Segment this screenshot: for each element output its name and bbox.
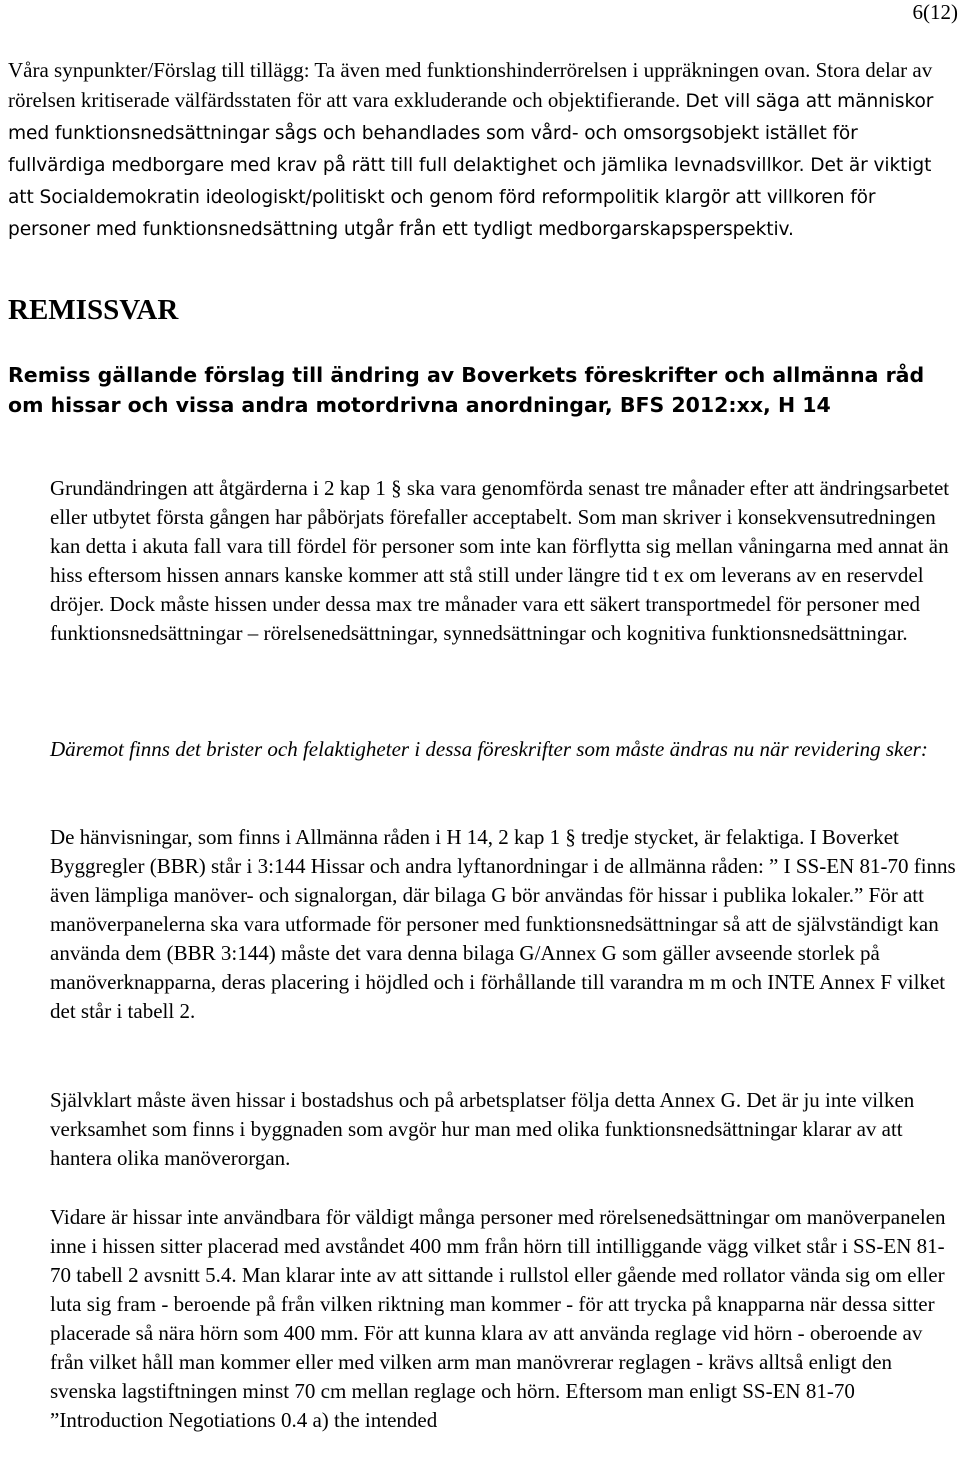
intro-text-sans: Det vill säga att människor med funktionsnedsättningar sågs och behandlades som vård- och omsorgsobjekt istället för fullvärdiga medborgare med krav på rätt till full delaktighet och jämlika levnadsvillkor. Det är viktigt att Socialdemokratin ideologiskt/politiskt och genom förd reformpolitik klargör att villkoren för personer med funktionsnedsättning utgår från ett tydligt medborgarskapsperspektiv. — [8, 91, 934, 240]
intro-paragraph — [8, 55, 956, 245]
page-number: 6(12) — [912, 0, 958, 24]
body-paragraph-1: Grundändringen att åtgärderna i 2 kap 1 § ska vara genomförda senast tre månader efter att ändringsarbetet eller utbytet första gången har påbörjats förefaller acceptabelt. Som man skriver i konsekvensutredningen kan detta i akuta fall vara till fördel för personer som inte kan förflytta sig mellan våningarna med annat än hiss eftersom hissen annars kanske kommer att stå still under längre tid t ex om leverans av en reservdel dröjer. Dock måste hissen under dessa max tre månader vara ett säkert transportmedel för personer med funktionsnedsättningar – rörelsenedsättningar, synnedsättningar och kognitiva funktionsnedsättningar. — [50, 476, 950, 645]
section-subheading: Remiss gällande förslag till ändring av Boverkets föreskrifter och allmänna råd om hissar och vissa andra motordrivna anordningar, BFS 2012:xx, H 14 — [8, 363, 925, 417]
body-paragraph-2: De hänvisningar, som finns i Allmänna råden i H 14, 2 kap 1 § tredje stycket, är felaktiga. I Boverket Byggregler (BBR) står i 3:144 Hissar och andra lyftanordningar i de allmänna råden: ” I SS-EN 81-70 finns även lämpliga manöver- och signalorgan, där bilaga G bör användas för hissar i publika lokaler.” För att manöverpanelerna ska vara utformade för personer med funktionsnedsättningar så att de självständigt kan använda dem (BBR 3:144) måste det vara denna bilaga G/Annex G som gäller avseende storlek på manöverknapparna, deras placering i höjdled och i förhållande till varandra m m och INTE Annex F vilket det står i tabell 2. — [50, 825, 956, 1023]
body-paragraph-3: Självklart måste även hissar i bostadshus och på arbetsplatser följa detta Annex G. Det är ju inte vilken verksamhet som finns i byggnaden som avgör hur man med olika funktionsnedsättningar klarar av att hantera olika manöverorgan. — [50, 1088, 915, 1170]
italic-paragraph: Däremot finns det brister och felaktigheter i dessa föreskrifter som måste ändras nu när revidering sker: — [50, 737, 928, 761]
section-heading: REMISSVAR — [8, 294, 179, 326]
intro-text-serif: Våra synpunkter/Förslag till tillägg: Ta även med funktionshinderrörelsen i uppräkningen ovan. Stora delar av rörelsen kritiserade välfärdsstaten för att vara exkluderande och objektifierande. — [8, 58, 933, 112]
body-paragraph-4: Vidare är hissar inte användbara för väldigt många personer med rörelsenedsättningar om manöverpanelen inne i hissen sitter placerad med avståndet 400 mm från hörn till intilliggande vägg vilket står i SS-EN 81-70 tabell 2 avsnitt 5.4. Man klarar inte av att sittande i rullstol eller gående med rollator vända sig om eller luta sig fram - beroende på från vilken riktning man kommer - för att trycka på knapparna när dessa sitter placerade så nära hörn som 400 mm. För att kunna klara av att använda reglage vid hörn - oberoende av från vilket håll man kommer eller med vilken arm man manövrerar reglagen - krävs alltså enligt den svenska lagstiftningen minst 70 cm mellan reglage och hörn. Eftersom man enligt SS-EN 81-70 ”Introduction Negotiations 0.4 a) the intended — [50, 1205, 946, 1432]
